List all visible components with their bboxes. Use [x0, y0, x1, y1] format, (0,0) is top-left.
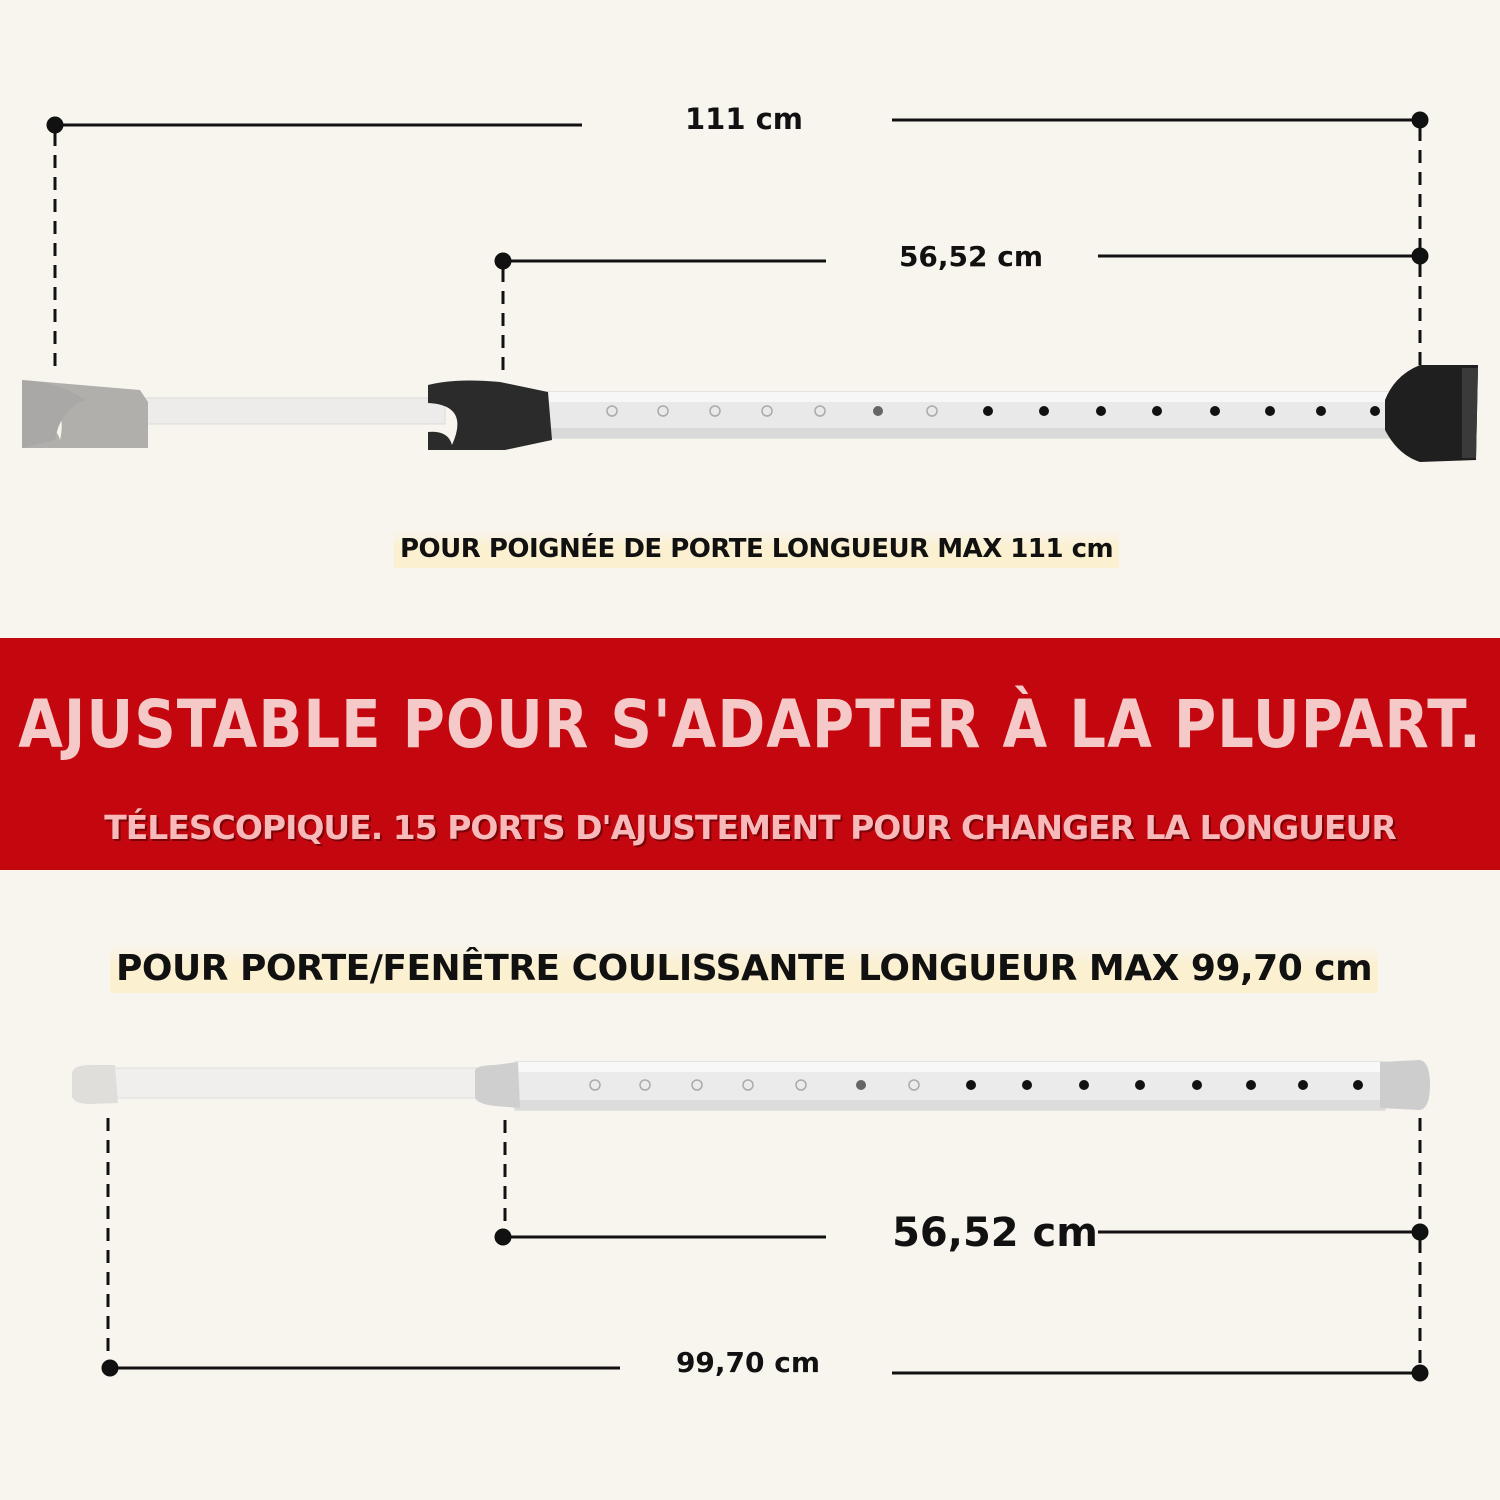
bottom-inner-length-label: 56,52 cm: [892, 1210, 1098, 1256]
top-inner-length-label: 56,52 cm: [898, 240, 1044, 273]
banner: [0, 638, 1500, 870]
top-total-length-label: 111 cm: [684, 102, 804, 136]
top-dimension-lines: [47, 112, 1428, 372]
bottom-dimension-lines: [102, 1118, 1428, 1381]
bottom-bar-main: [475, 1060, 1430, 1110]
bottom-caption: POUR PORTE/FENÊTRE COULISSANTE LONGUEUR MAX 99,70 cm: [110, 944, 1378, 993]
banner-subline: TÉLESCOPIQUE. 15 PORTS D'AJUSTEMENT POUR CHANGER LA LONGUEUR: [104, 808, 1396, 847]
banner-headline: AJUSTABLE POUR S'ADAPTER À LA PLUPART.: [18, 684, 1482, 764]
top-caption: POUR POIGNÉE DE PORTE LONGUEUR MAX 111 cm: [394, 530, 1119, 568]
top-bar-ghost: [22, 380, 445, 448]
top-bar-main: [428, 365, 1478, 462]
bottom-bar-ghost: [72, 1065, 480, 1104]
bottom-total-length-label: 99,70 cm: [675, 1346, 821, 1379]
